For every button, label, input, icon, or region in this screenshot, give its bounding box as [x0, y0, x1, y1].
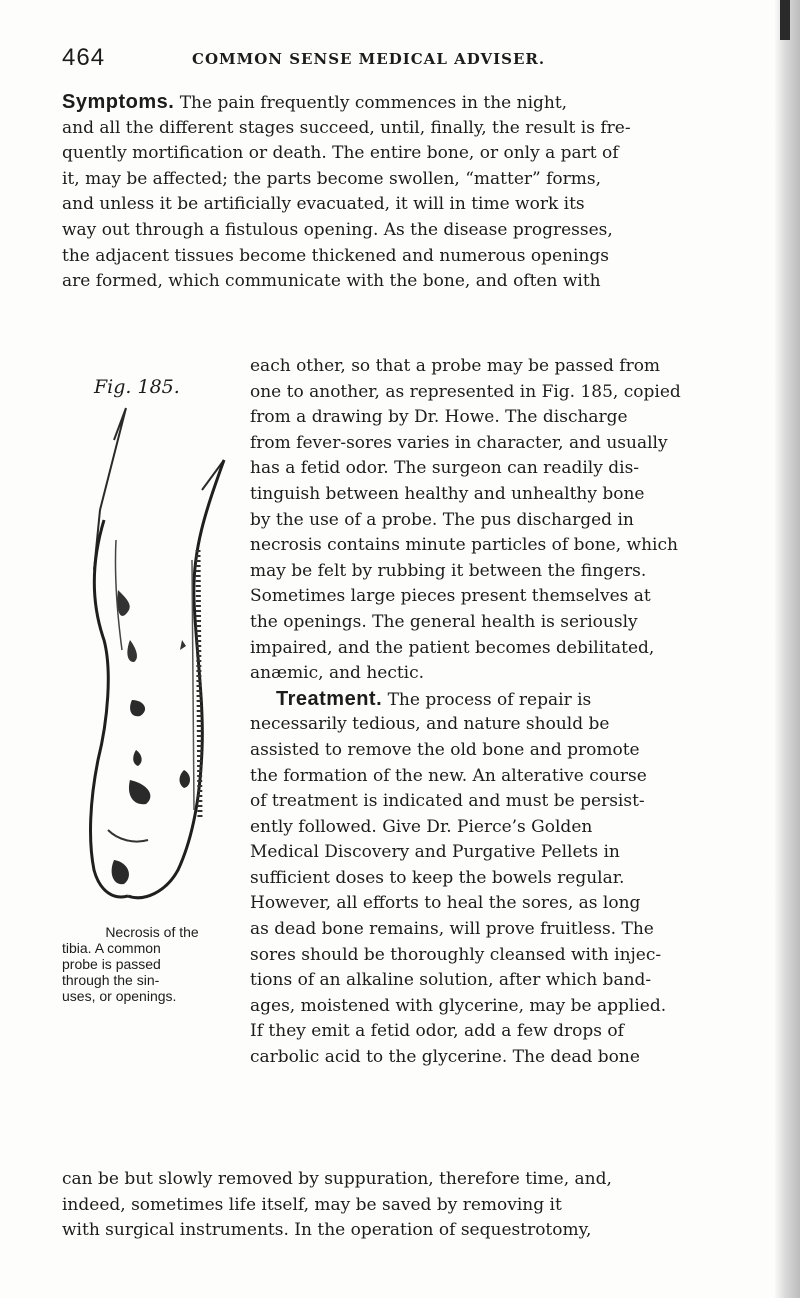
- tibia-necrosis-illustration: [74, 400, 244, 910]
- leg-bone-drawing: [74, 400, 244, 910]
- caption-line: tibia. A common: [62, 940, 161, 956]
- text-line: can be but slowly removed by suppuration, therefore time, and,: [62, 1169, 612, 1189]
- text-line: carbolic acid to the glycerine. The dead bone: [250, 1047, 640, 1068]
- text-line: has a fetid odor. The surgeon can readily dis-: [250, 458, 640, 479]
- text-line: sufficient doses to keep the bowels regular.: [250, 867, 625, 888]
- bottom-paragraph: [62, 1167, 762, 1244]
- text-line: necrosis contains minute particles of bone, which: [250, 535, 678, 556]
- text-line: by the use of a probe. The pus discharged in: [250, 509, 634, 530]
- treatment-heading: Treatment.: [276, 687, 383, 710]
- caption-line: Necrosis of the: [105, 924, 199, 940]
- text-line: ages, moistened with glycerine, may be applied.: [250, 995, 667, 1016]
- text-line: each other, so that a probe may be passed from: [250, 356, 661, 376]
- text-line: it, may be affected; the parts become swollen, “matter” forms,: [62, 168, 602, 189]
- text-line: quently mortification or death. The entire bone, or only a part of: [62, 143, 619, 164]
- text-line: necessarily tedious, and nature should be: [250, 714, 610, 735]
- caption-line: through the sin-: [62, 972, 160, 988]
- text-line: Sometimes large pieces present themselves at: [250, 586, 651, 607]
- text-line: [250, 687, 762, 713]
- text-line: [62, 90, 762, 116]
- page-edge-mark: [780, 0, 790, 40]
- text-line: with surgical instruments. In the operation of sequestrotomy,: [62, 1220, 592, 1241]
- text-line: may be felt by rubbing it between the fingers.: [250, 560, 647, 581]
- text-line: the openings. The general health is seriously: [250, 611, 638, 632]
- text-line-content: The pain frequently commences in the night,: [179, 93, 568, 113]
- text-line: indeed, sometimes life itself, may be saved by removing it: [62, 1194, 562, 1215]
- text-line: of treatment is indicated and must be persist-: [250, 791, 645, 812]
- text-line: anæmic, and hectic.: [250, 663, 425, 684]
- text-line: one to another, as represented in Fig. 185, copied: [250, 381, 681, 402]
- text-line: from a drawing by Dr. Howe. The discharge: [250, 407, 628, 428]
- text-line: assisted to remove the old bone and promote: [250, 739, 640, 760]
- text-line: and all the different stages succeed, until, finally, the result is fre-: [62, 117, 631, 138]
- running-head: COMMON SENSE MEDICAL ADVISER.: [192, 50, 546, 68]
- text-line: tinguish between healthy and unhealthy bone: [250, 483, 645, 504]
- text-line: way out through a fistulous opening. As the disease progresses,: [62, 219, 613, 240]
- side-column: [250, 354, 762, 1071]
- page-number: 464: [62, 44, 106, 71]
- figure-label: Fig. 185.: [94, 376, 180, 398]
- text-line: the formation of the new. An alterative course: [250, 765, 647, 786]
- text-line: impaired, and the patient becomes debilitated,: [250, 637, 655, 658]
- caption-line: probe is passed: [62, 956, 161, 972]
- text-line: as dead bone remains, will prove fruitless. The: [250, 919, 654, 940]
- text-line-content: The process of repair is: [387, 689, 592, 710]
- text-line: and unless it be artificially evacuated, it will in time work its: [62, 194, 585, 215]
- top-paragraph: [62, 90, 762, 295]
- caption-line: uses, or openings.: [62, 988, 177, 1004]
- figure-caption: [62, 924, 242, 1004]
- text-line: from fever-sores varies in character, and usually: [250, 432, 668, 453]
- text-line: sores should be thoroughly cleansed with injec-: [250, 944, 662, 965]
- text-line: the adjacent tissues become thickened and numerous openings: [62, 245, 609, 266]
- text-line: ently followed. Give Dr. Pierce’s Golden: [250, 816, 593, 837]
- text-line: tions of an alkaline solution, after which band-: [250, 970, 652, 991]
- text-line: However, all efforts to heal the sores, as long: [250, 893, 641, 914]
- text-line: Medical Discovery and Purgative Pellets in: [250, 842, 620, 863]
- page-header: [62, 44, 762, 78]
- text-line: are formed, which communicate with the bone, and often with: [62, 271, 601, 292]
- page-edge-shadow: [774, 0, 800, 1298]
- symptoms-heading: Symptoms.: [62, 91, 175, 113]
- text-line: If they emit a fetid odor, add a few drops of: [250, 1021, 624, 1042]
